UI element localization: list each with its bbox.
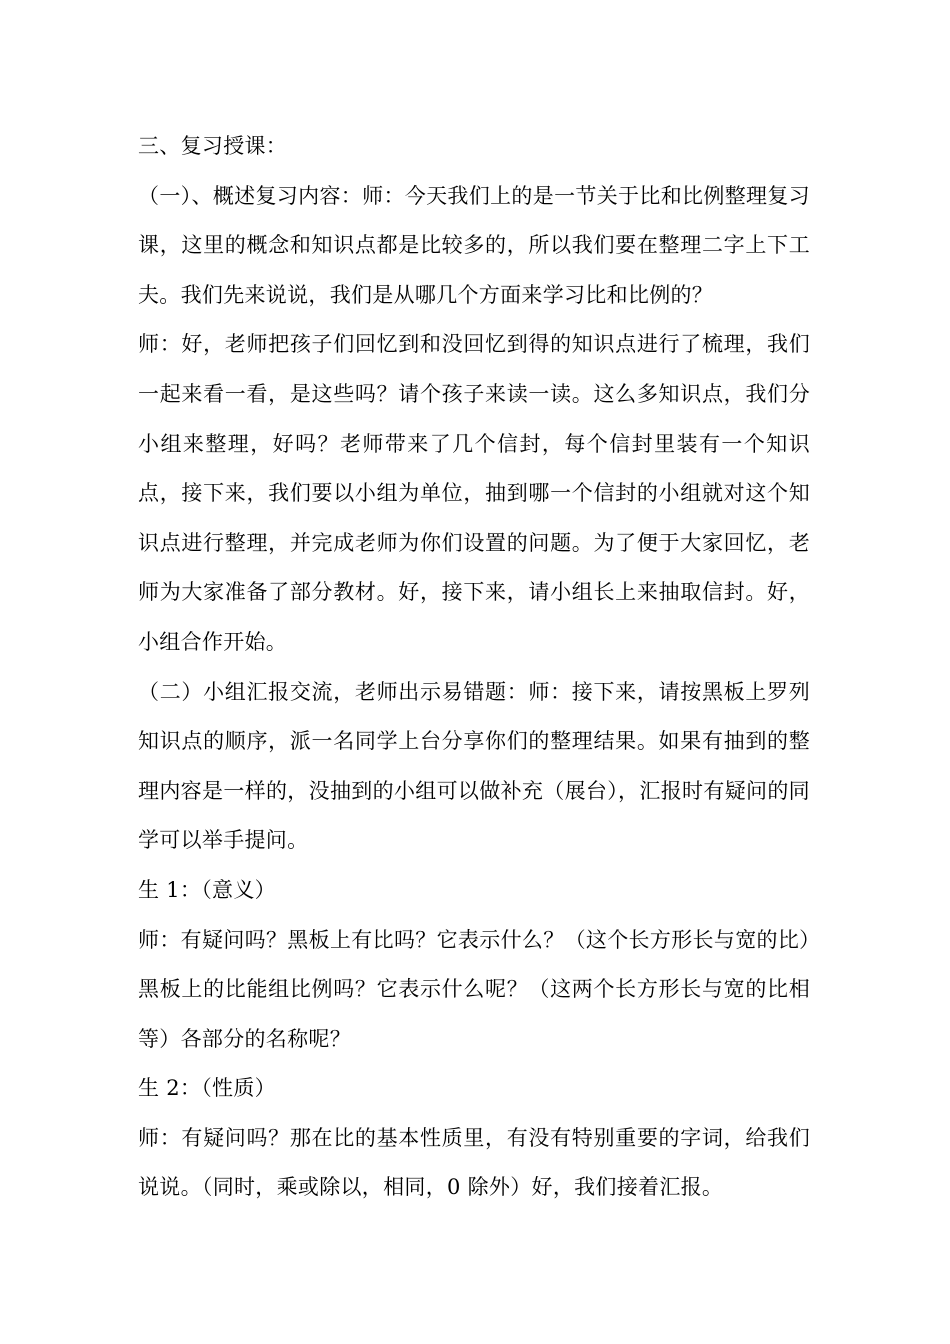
paragraph-student-2: 生 2：（性质）: [138, 1076, 276, 1101]
section-heading: 三、复习授课：: [138, 134, 288, 158]
paragraph-teacher-organize: 师：好，老师把孩子们回忆到和没回忆到得的知识点进行了梳理，我们一起来看一看，是这些吗？请个孩子来读一读。这么多知识点，我们分小组来整理，好吗？老师带来了几个信封，每个信封里装有一个知识点，接下来，我们要以小组为单位，抽到哪一个信封的小组就对这个知识点进行整理，并完成老师为你们设置的问题。为了便于大家回忆，老师为大家准备了部分教材。好，接下来，请小组长上来抽取信封。好，小组合作开始。: [138, 332, 810, 654]
paragraph-teacher-question-1: 师：有疑问吗？黑板上有比吗？它表示什么？（这个长方形长与宽的比）黑板上的比能组比例吗？它表示什么呢？（这两个长方形长与宽的比相等）各部分的名称呢？: [138, 927, 810, 1051]
paragraph-overview: （一）、概述复习内容：师：今天我们上的是一节关于比和比例整理复习课，这里的概念和知识点都是比较多的，所以我们要在整理二字上下工夫。我们先来说说，我们是从哪几个方面来学习比和比例的？: [138, 183, 810, 307]
paragraph-student-1: 生 1：（意义）: [138, 877, 276, 902]
paragraph-teacher-question-2: 师：有疑问吗？那在比的基本性质里，有没有特别重要的字词，给我们说说。（同时，乘或除以，相同，0 除外）好，我们接着汇报。: [138, 1125, 810, 1200]
document-body: [138, 122, 810, 1213]
paragraph-group-report: （二）小组汇报交流，老师出示易错题：师：接下来，请按黑板上罗列知识点的顺序，派一名同学上台分享你们的整理结果。如果有抽到的整理内容是一样的，没抽到的小组可以做补充（展台），汇报时有疑问的同学可以举手提问。: [138, 679, 810, 853]
